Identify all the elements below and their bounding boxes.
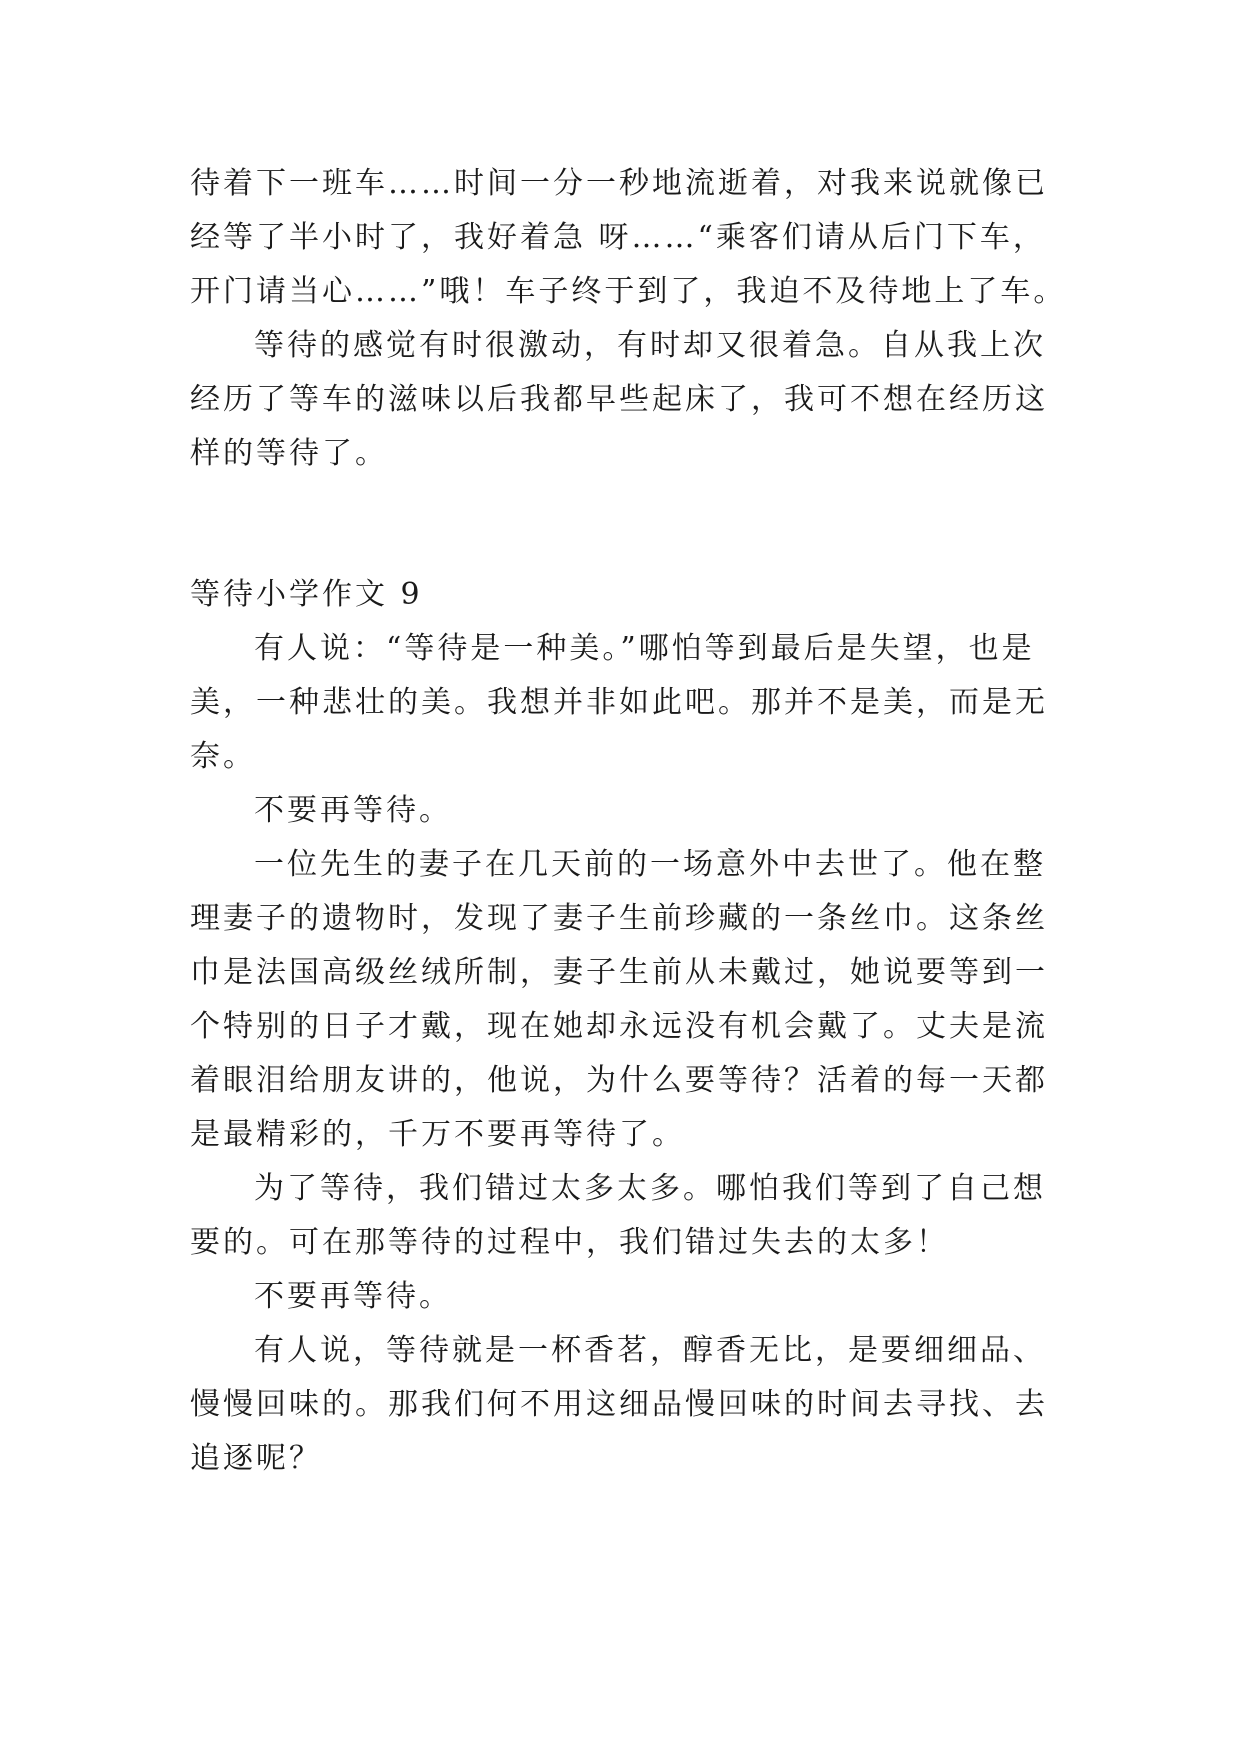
text-line: 奈。 [190, 739, 256, 774]
text-line: 巾是法国高级丝绒所制，妻子生前从未戴过，她说要等到一 [190, 955, 1048, 990]
paragraph-start: 有人说，等待就是一杯香茗，醇香无比，是要细细品、 [254, 1333, 1046, 1368]
paragraph-start: 为了等待，我们错过太多太多。哪怕我们等到了自己想 [254, 1171, 1046, 1206]
text-line: 慢慢回味的。那我们何不用这细品慢回味的时间去寻找、去 [190, 1387, 1048, 1422]
text-line: 追逐呢？ [190, 1441, 322, 1476]
text-line: 样的等待了。 [190, 436, 388, 471]
paragraph-start: 不要再等待。 [254, 1279, 452, 1314]
paragraph-start: 一位先生的妻子在几天前的一场意外中去世了。他在整 [254, 847, 1046, 882]
text-line: 是最精彩的，千万不要再等待了。 [190, 1117, 685, 1152]
text-line: 着眼泪给朋友讲的，他说，为什么要等待？活着的每一天都 [190, 1063, 1048, 1098]
text-line: 经历了等车的滋味以后我都早些起床了，我可不想在经历这 [190, 382, 1048, 417]
paragraph-start: 有人说：“等待是一种美。”哪怕等到最后是失望，也是 [254, 631, 1035, 666]
paragraph-start: 等待的感觉有时很激动，有时却又很着急。自从我上次 [254, 328, 1046, 363]
text-line: 个特别的日子才戴，现在她却永远没有机会戴了。丈夫是流 [190, 1009, 1048, 1044]
text-line: 美，一种悲壮的美。我想并非如此吧。那并不是美，而是无 [190, 685, 1048, 720]
text-line: 待着下一班车……时间一分一秒地流逝着，对我来说就像已 [190, 166, 1048, 201]
text-line: 理妻子的遗物时，发现了妻子生前珍藏的一条丝巾。这条丝 [190, 901, 1048, 936]
paragraph-start: 不要再等待。 [254, 793, 452, 828]
text-line: 开门请当心……”哦！车子终于到了，我迫不及待地上了车。 [190, 274, 1067, 309]
text-line: 经等了半小时了，我好着急 呀……“乘客们请从后门下车， [190, 220, 1046, 255]
section-heading: 等待小学作文 9 [190, 577, 423, 612]
text-line: 要的。可在那等待的过程中，我们错过失去的太多！ [190, 1225, 949, 1260]
